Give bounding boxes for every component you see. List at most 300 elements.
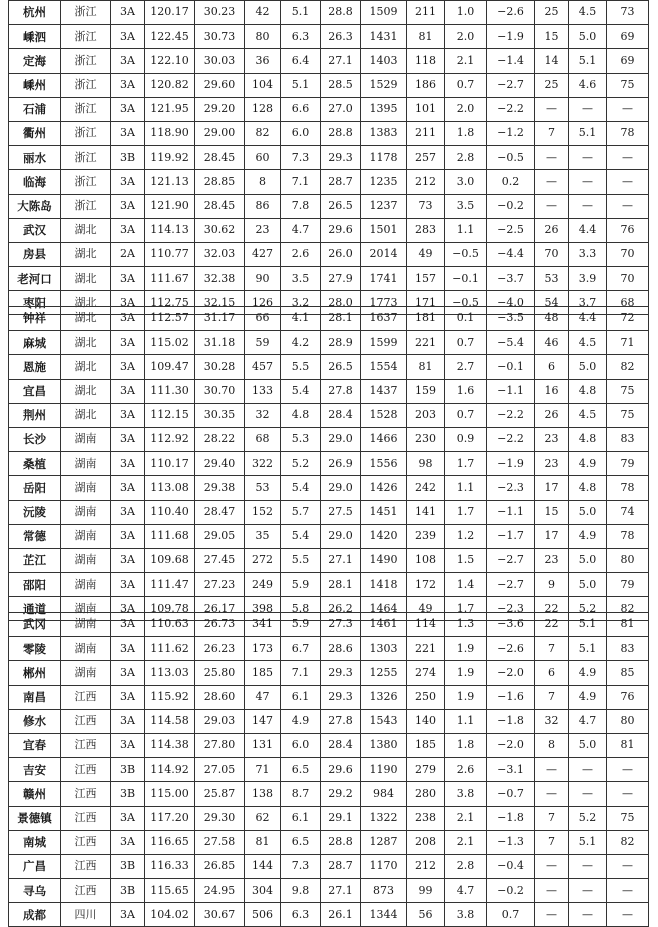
cell-temp-b: −1.9 bbox=[487, 25, 535, 49]
cell-days: 53 bbox=[535, 267, 569, 291]
cell-province: 湖北 bbox=[61, 267, 111, 291]
cell-city: 宜昌 bbox=[9, 379, 61, 403]
cell-province: 江西 bbox=[61, 685, 111, 709]
table-row bbox=[9, 879, 649, 903]
cell-province: 湖南 bbox=[61, 637, 111, 661]
cell-longitude: 121.90 bbox=[145, 194, 195, 218]
cell-altitude: 59 bbox=[245, 331, 281, 355]
cell-cooling-degree: 212 bbox=[407, 854, 445, 878]
cell-cooling-degree: 242 bbox=[407, 476, 445, 500]
cell-value-b: 72 bbox=[607, 307, 649, 331]
cell-jan-temp: 5.4 bbox=[281, 476, 321, 500]
cell-value-a: — bbox=[569, 146, 607, 170]
cell-climate-zone: 3A bbox=[111, 403, 145, 427]
cell-temp-a: 1.2 bbox=[445, 524, 487, 548]
cell-value-b: 81 bbox=[607, 733, 649, 757]
cell-temp-b: −5.4 bbox=[487, 331, 535, 355]
cell-cooling-degree: 221 bbox=[407, 637, 445, 661]
cell-cooling-degree: 98 bbox=[407, 452, 445, 476]
cell-days: 7 bbox=[535, 121, 569, 145]
cell-days: 6 bbox=[535, 661, 569, 685]
cell-latitude: 29.38 bbox=[195, 476, 245, 500]
cell-altitude: 133 bbox=[245, 379, 281, 403]
cell-climate-zone: 3A bbox=[111, 267, 145, 291]
cell-value-a: 5.2 bbox=[569, 806, 607, 830]
table-block-3 bbox=[8, 612, 648, 927]
cell-jan-temp: 4.1 bbox=[281, 307, 321, 331]
cell-days: 9 bbox=[535, 573, 569, 597]
table-row bbox=[9, 218, 649, 242]
cell-climate-zone: 3A bbox=[111, 218, 145, 242]
cell-cooling-degree: 230 bbox=[407, 427, 445, 451]
cell-province: 浙江 bbox=[61, 121, 111, 145]
cell-climate-zone: 3A bbox=[111, 709, 145, 733]
cell-altitude: 126 bbox=[245, 291, 281, 315]
cell-jan-temp: 5.4 bbox=[281, 379, 321, 403]
cell-value-a: — bbox=[569, 879, 607, 903]
cell-days: 7 bbox=[535, 685, 569, 709]
table-row bbox=[9, 194, 649, 218]
cell-latitude: 28.45 bbox=[195, 194, 245, 218]
cell-latitude: 25.87 bbox=[195, 782, 245, 806]
cell-province: 浙江 bbox=[61, 1, 111, 25]
cell-latitude: 27.45 bbox=[195, 548, 245, 572]
cell-cooling-degree: 212 bbox=[407, 170, 445, 194]
cell-longitude: 122.10 bbox=[145, 49, 195, 73]
cell-longitude: 112.15 bbox=[145, 403, 195, 427]
cell-temp-b: −1.3 bbox=[487, 830, 535, 854]
cell-longitude: 111.47 bbox=[145, 573, 195, 597]
cell-days: 25 bbox=[535, 1, 569, 25]
cell-longitude: 122.45 bbox=[145, 25, 195, 49]
cell-cooling-degree: 250 bbox=[407, 685, 445, 709]
cell-days: 48 bbox=[535, 307, 569, 331]
cell-temp-a: 2.8 bbox=[445, 146, 487, 170]
cell-province: 江西 bbox=[61, 782, 111, 806]
cell-province: 湖北 bbox=[61, 242, 111, 266]
cell-days: 54 bbox=[535, 291, 569, 315]
cell-city: 长沙 bbox=[9, 427, 61, 451]
cell-altitude: 66 bbox=[245, 307, 281, 331]
cell-days: 26 bbox=[535, 218, 569, 242]
cell-longitude: 111.67 bbox=[145, 267, 195, 291]
cell-jan-temp: 6.5 bbox=[281, 758, 321, 782]
cell-jul-temp: 28.1 bbox=[321, 573, 361, 597]
cell-temp-a: 3.8 bbox=[445, 782, 487, 806]
cell-city: 桑植 bbox=[9, 452, 61, 476]
cell-days: — bbox=[535, 194, 569, 218]
table-row bbox=[9, 782, 649, 806]
cell-value-a: 5.1 bbox=[569, 637, 607, 661]
cell-temp-b: −1.8 bbox=[487, 806, 535, 830]
cell-province: 浙江 bbox=[61, 194, 111, 218]
cell-value-b: 80 bbox=[607, 548, 649, 572]
cell-cooling-degree: 172 bbox=[407, 573, 445, 597]
cell-longitude: 110.63 bbox=[145, 613, 195, 637]
cell-altitude: 62 bbox=[245, 806, 281, 830]
cell-temp-a: 0.1 bbox=[445, 307, 487, 331]
cell-latitude: 30.73 bbox=[195, 25, 245, 49]
cell-climate-zone: 3A bbox=[111, 548, 145, 572]
cell-heating-degree: 1437 bbox=[361, 379, 407, 403]
cell-value-a: 3.9 bbox=[569, 267, 607, 291]
cell-longitude: 114.38 bbox=[145, 733, 195, 757]
cell-days: 6 bbox=[535, 355, 569, 379]
cell-days: 15 bbox=[535, 500, 569, 524]
cell-value-a: — bbox=[569, 758, 607, 782]
cell-heating-degree: 1237 bbox=[361, 194, 407, 218]
cell-jan-temp: 4.7 bbox=[281, 218, 321, 242]
cell-cooling-degree: 81 bbox=[407, 355, 445, 379]
cell-temp-a: 0.7 bbox=[445, 73, 487, 97]
cell-jul-temp: 27.1 bbox=[321, 548, 361, 572]
cell-province: 湖南 bbox=[61, 476, 111, 500]
cell-province: 湖南 bbox=[61, 597, 111, 621]
table-row bbox=[9, 573, 649, 597]
cell-value-b: 69 bbox=[607, 25, 649, 49]
cell-latitude: 31.18 bbox=[195, 331, 245, 355]
cell-longitude: 110.17 bbox=[145, 452, 195, 476]
cell-latitude: 29.05 bbox=[195, 524, 245, 548]
cell-heating-degree: 1466 bbox=[361, 427, 407, 451]
cell-province: 浙江 bbox=[61, 146, 111, 170]
cell-cooling-degree: 208 bbox=[407, 830, 445, 854]
cell-value-b: 75 bbox=[607, 73, 649, 97]
cell-latitude: 28.22 bbox=[195, 427, 245, 451]
cell-altitude: 144 bbox=[245, 854, 281, 878]
cell-value-b: 79 bbox=[607, 452, 649, 476]
cell-jan-temp: 5.9 bbox=[281, 613, 321, 637]
cell-value-a: — bbox=[569, 170, 607, 194]
cell-altitude: 53 bbox=[245, 476, 281, 500]
cell-heating-degree: 1509 bbox=[361, 1, 407, 25]
cell-value-a: 4.4 bbox=[569, 307, 607, 331]
cell-latitude: 28.60 bbox=[195, 685, 245, 709]
cell-city: 芷江 bbox=[9, 548, 61, 572]
cell-cooling-degree: 159 bbox=[407, 379, 445, 403]
cell-city: 房县 bbox=[9, 242, 61, 266]
cell-latitude: 30.23 bbox=[195, 1, 245, 25]
cell-longitude: 116.33 bbox=[145, 854, 195, 878]
cell-jan-temp: 4.8 bbox=[281, 403, 321, 427]
cell-value-b: 74 bbox=[607, 500, 649, 524]
cell-climate-zone: 3B bbox=[111, 854, 145, 878]
cell-value-b: — bbox=[607, 879, 649, 903]
cell-cooling-degree: 171 bbox=[407, 291, 445, 315]
cell-value-a: 4.5 bbox=[569, 331, 607, 355]
cell-heating-degree: 1418 bbox=[361, 573, 407, 597]
cell-days: 7 bbox=[535, 637, 569, 661]
table-row bbox=[9, 97, 649, 121]
cell-city: 嵊州 bbox=[9, 73, 61, 97]
cell-jan-temp: 5.3 bbox=[281, 427, 321, 451]
cell-jul-temp: 28.4 bbox=[321, 733, 361, 757]
cell-province: 江西 bbox=[61, 758, 111, 782]
cell-temp-b: −0.2 bbox=[487, 194, 535, 218]
cell-temp-a: 3.8 bbox=[445, 903, 487, 927]
cell-latitude: 27.23 bbox=[195, 573, 245, 597]
cell-altitude: 128 bbox=[245, 97, 281, 121]
cell-value-a: — bbox=[569, 903, 607, 927]
cell-value-a: 4.5 bbox=[569, 403, 607, 427]
cell-jan-temp: 6.3 bbox=[281, 25, 321, 49]
cell-temp-b: −2.2 bbox=[487, 427, 535, 451]
cell-altitude: 427 bbox=[245, 242, 281, 266]
cell-city: 武冈 bbox=[9, 613, 61, 637]
cell-city: 邵阳 bbox=[9, 573, 61, 597]
cell-heating-degree: 1344 bbox=[361, 903, 407, 927]
cell-days: 23 bbox=[535, 452, 569, 476]
cell-value-b: 73 bbox=[607, 1, 649, 25]
cell-temp-b: −1.7 bbox=[487, 524, 535, 548]
cell-heating-degree: 1528 bbox=[361, 403, 407, 427]
cell-climate-zone: 3A bbox=[111, 73, 145, 97]
cell-city: 南昌 bbox=[9, 685, 61, 709]
cell-climate-zone: 3A bbox=[111, 194, 145, 218]
cell-heating-degree: 1501 bbox=[361, 218, 407, 242]
cell-days: 22 bbox=[535, 597, 569, 621]
cell-climate-zone: 3A bbox=[111, 291, 145, 315]
cell-climate-zone: 3A bbox=[111, 379, 145, 403]
cell-heating-degree: 1326 bbox=[361, 685, 407, 709]
cell-temp-b: −1.4 bbox=[487, 49, 535, 73]
cell-city: 成都 bbox=[9, 903, 61, 927]
cell-city: 吉安 bbox=[9, 758, 61, 782]
cell-city: 大陈岛 bbox=[9, 194, 61, 218]
cell-city: 恩施 bbox=[9, 355, 61, 379]
cell-latitude: 25.80 bbox=[195, 661, 245, 685]
cell-jan-temp: 7.8 bbox=[281, 194, 321, 218]
table-row bbox=[9, 49, 649, 73]
cell-value-a: 5.1 bbox=[569, 121, 607, 145]
cell-climate-zone: 3B bbox=[111, 758, 145, 782]
cell-latitude: 26.73 bbox=[195, 613, 245, 637]
cell-temp-b: −0.1 bbox=[487, 355, 535, 379]
cell-value-b: 80 bbox=[607, 709, 649, 733]
cell-jan-temp: 7.1 bbox=[281, 661, 321, 685]
cell-value-a: — bbox=[569, 97, 607, 121]
cell-temp-b: −4.4 bbox=[487, 242, 535, 266]
cell-jan-temp: 4.9 bbox=[281, 709, 321, 733]
cell-jul-temp: 28.5 bbox=[321, 73, 361, 97]
cell-jul-temp: 29.6 bbox=[321, 758, 361, 782]
cell-days: 7 bbox=[535, 806, 569, 830]
cell-altitude: 86 bbox=[245, 194, 281, 218]
cell-longitude: 117.20 bbox=[145, 806, 195, 830]
cell-jan-temp: 6.5 bbox=[281, 830, 321, 854]
cell-longitude: 114.58 bbox=[145, 709, 195, 733]
cell-latitude: 27.80 bbox=[195, 733, 245, 757]
cell-temp-a: 0.9 bbox=[445, 427, 487, 451]
cell-heating-degree: 1235 bbox=[361, 170, 407, 194]
cell-value-a: — bbox=[569, 854, 607, 878]
cell-province: 湖北 bbox=[61, 331, 111, 355]
cell-jul-temp: 26.0 bbox=[321, 242, 361, 266]
cell-value-a: 4.8 bbox=[569, 427, 607, 451]
cell-longitude: 109.68 bbox=[145, 548, 195, 572]
cell-value-b: 70 bbox=[607, 242, 649, 266]
cell-city: 杭州 bbox=[9, 1, 61, 25]
table-row bbox=[9, 806, 649, 830]
cell-temp-a: 1.9 bbox=[445, 637, 487, 661]
cell-altitude: 249 bbox=[245, 573, 281, 597]
cell-province: 湖北 bbox=[61, 218, 111, 242]
cell-heating-degree: 1170 bbox=[361, 854, 407, 878]
cell-longitude: 119.92 bbox=[145, 146, 195, 170]
cell-climate-zone: 3A bbox=[111, 97, 145, 121]
cell-temp-a: 2.0 bbox=[445, 97, 487, 121]
cell-temp-b: −0.7 bbox=[487, 782, 535, 806]
cell-city: 广昌 bbox=[9, 854, 61, 878]
cell-city: 景德镇 bbox=[9, 806, 61, 830]
cell-value-b: — bbox=[607, 758, 649, 782]
cell-province: 四川 bbox=[61, 903, 111, 927]
cell-longitude: 113.08 bbox=[145, 476, 195, 500]
cell-latitude: 30.70 bbox=[195, 379, 245, 403]
table-row bbox=[9, 1, 649, 25]
cell-climate-zone: 3A bbox=[111, 685, 145, 709]
cell-value-b: 68 bbox=[607, 291, 649, 315]
cell-jul-temp: 28.7 bbox=[321, 170, 361, 194]
cell-latitude: 32.38 bbox=[195, 267, 245, 291]
cell-jul-temp: 26.9 bbox=[321, 452, 361, 476]
cell-province: 湖南 bbox=[61, 548, 111, 572]
cell-value-b: 82 bbox=[607, 355, 649, 379]
cell-altitude: 42 bbox=[245, 1, 281, 25]
cell-province: 江西 bbox=[61, 709, 111, 733]
table-row bbox=[9, 403, 649, 427]
cell-heating-degree: 1490 bbox=[361, 548, 407, 572]
cell-value-b: 71 bbox=[607, 331, 649, 355]
cell-cooling-degree: 56 bbox=[407, 903, 445, 927]
cell-city: 岳阳 bbox=[9, 476, 61, 500]
cell-temp-b: 0.7 bbox=[487, 903, 535, 927]
table-row bbox=[9, 452, 649, 476]
cell-jul-temp: 26.3 bbox=[321, 25, 361, 49]
table-row bbox=[9, 661, 649, 685]
cell-heating-degree: 1464 bbox=[361, 597, 407, 621]
climate-table-3 bbox=[8, 612, 649, 927]
cell-temp-b: −2.7 bbox=[487, 573, 535, 597]
cell-days: 17 bbox=[535, 476, 569, 500]
cell-temp-a: 1.3 bbox=[445, 613, 487, 637]
cell-value-a: 4.9 bbox=[569, 524, 607, 548]
cell-days: — bbox=[535, 758, 569, 782]
table-row bbox=[9, 613, 649, 637]
cell-value-b: — bbox=[607, 194, 649, 218]
table-row bbox=[9, 548, 649, 572]
cell-jan-temp: 5.4 bbox=[281, 524, 321, 548]
cell-temp-b: −1.9 bbox=[487, 452, 535, 476]
cell-latitude: 26.17 bbox=[195, 597, 245, 621]
cell-temp-a: 1.1 bbox=[445, 476, 487, 500]
cell-value-a: 4.9 bbox=[569, 661, 607, 685]
cell-temp-a: −0.5 bbox=[445, 291, 487, 315]
cell-latitude: 29.00 bbox=[195, 121, 245, 145]
cell-latitude: 29.60 bbox=[195, 73, 245, 97]
cell-latitude: 32.03 bbox=[195, 242, 245, 266]
cell-days: 16 bbox=[535, 379, 569, 403]
table-row bbox=[9, 170, 649, 194]
table-row bbox=[9, 709, 649, 733]
cell-value-a: 5.0 bbox=[569, 500, 607, 524]
cell-value-b: 75 bbox=[607, 379, 649, 403]
cell-days: 46 bbox=[535, 331, 569, 355]
cell-heating-degree: 1461 bbox=[361, 613, 407, 637]
cell-longitude: 112.92 bbox=[145, 427, 195, 451]
cell-province: 湖北 bbox=[61, 379, 111, 403]
cell-latitude: 27.58 bbox=[195, 830, 245, 854]
cell-temp-b: −3.6 bbox=[487, 613, 535, 637]
cell-value-a: 5.1 bbox=[569, 613, 607, 637]
cell-temp-a: 0.7 bbox=[445, 403, 487, 427]
cell-temp-b: −3.7 bbox=[487, 267, 535, 291]
table-row bbox=[9, 854, 649, 878]
cell-heating-degree: 1380 bbox=[361, 733, 407, 757]
cell-jul-temp: 28.0 bbox=[321, 291, 361, 315]
cell-jan-temp: 5.7 bbox=[281, 500, 321, 524]
cell-city: 寻乌 bbox=[9, 879, 61, 903]
cell-value-b: — bbox=[607, 903, 649, 927]
cell-city: 枣阳 bbox=[9, 291, 61, 315]
cell-temp-b: −2.2 bbox=[487, 403, 535, 427]
cell-city: 郴州 bbox=[9, 661, 61, 685]
cell-value-b: 79 bbox=[607, 573, 649, 597]
cell-value-a: 5.0 bbox=[569, 573, 607, 597]
cell-temp-b: −2.0 bbox=[487, 733, 535, 757]
cell-province: 湖北 bbox=[61, 291, 111, 315]
cell-altitude: 341 bbox=[245, 613, 281, 637]
cell-heating-degree: 984 bbox=[361, 782, 407, 806]
cell-city: 丽水 bbox=[9, 146, 61, 170]
cell-cooling-degree: 186 bbox=[407, 73, 445, 97]
cell-value-a: 5.1 bbox=[569, 830, 607, 854]
cell-jul-temp: 29.0 bbox=[321, 427, 361, 451]
cell-latitude: 29.03 bbox=[195, 709, 245, 733]
cell-longitude: 114.92 bbox=[145, 758, 195, 782]
cell-cooling-degree: 73 bbox=[407, 194, 445, 218]
cell-altitude: 80 bbox=[245, 25, 281, 49]
cell-temp-a: 1.1 bbox=[445, 218, 487, 242]
cell-latitude: 32.15 bbox=[195, 291, 245, 315]
cell-province: 湖北 bbox=[61, 307, 111, 331]
cell-temp-a: 3.0 bbox=[445, 170, 487, 194]
cell-altitude: 506 bbox=[245, 903, 281, 927]
cell-climate-zone: 3A bbox=[111, 903, 145, 927]
cell-climate-zone: 3B bbox=[111, 782, 145, 806]
cell-jan-temp: 5.9 bbox=[281, 573, 321, 597]
cell-longitude: 109.78 bbox=[145, 597, 195, 621]
cell-jan-temp: 6.1 bbox=[281, 806, 321, 830]
table-row bbox=[9, 355, 649, 379]
cell-value-b: 81 bbox=[607, 613, 649, 637]
cell-jan-temp: 6.0 bbox=[281, 121, 321, 145]
cell-cooling-degree: 211 bbox=[407, 1, 445, 25]
cell-temp-a: 1.1 bbox=[445, 709, 487, 733]
cell-climate-zone: 3A bbox=[111, 733, 145, 757]
cell-jul-temp: 28.8 bbox=[321, 121, 361, 145]
cell-jan-temp: 4.2 bbox=[281, 331, 321, 355]
cell-heating-degree: 1554 bbox=[361, 355, 407, 379]
cell-jul-temp: 27.9 bbox=[321, 267, 361, 291]
cell-province: 湖南 bbox=[61, 661, 111, 685]
cell-heating-degree: 1322 bbox=[361, 806, 407, 830]
cell-jan-temp: 7.1 bbox=[281, 170, 321, 194]
cell-longitude: 121.13 bbox=[145, 170, 195, 194]
cell-climate-zone: 3A bbox=[111, 170, 145, 194]
cell-temp-a: 1.8 bbox=[445, 733, 487, 757]
cell-temp-a: −0.5 bbox=[445, 242, 487, 266]
